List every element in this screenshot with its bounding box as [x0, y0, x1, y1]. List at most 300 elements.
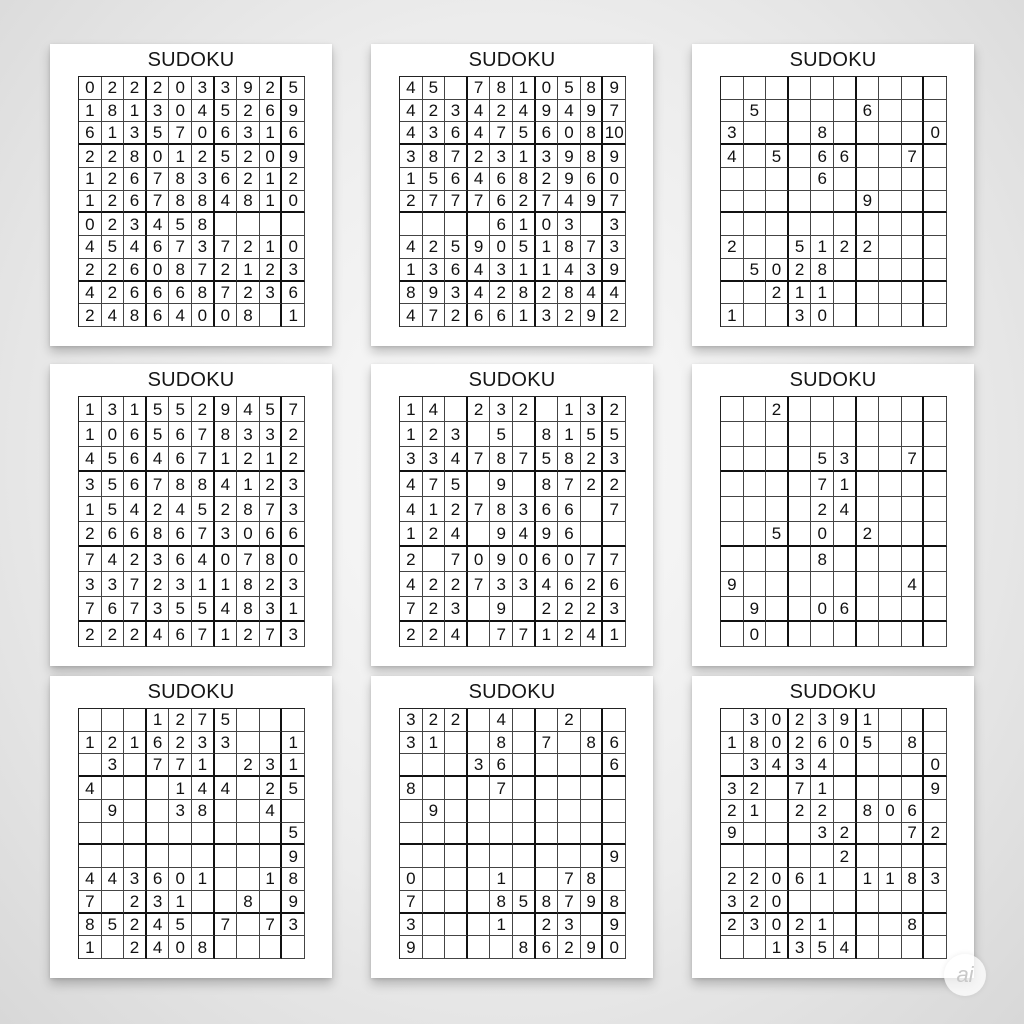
- grid-cell[interactable]: [879, 447, 902, 472]
- grid-cell[interactable]: 1: [513, 145, 536, 168]
- grid-cell[interactable]: [857, 122, 880, 145]
- grid-cell[interactable]: [744, 447, 767, 472]
- grid-cell[interactable]: 3: [744, 754, 767, 777]
- grid-cell[interactable]: 8: [124, 145, 147, 168]
- grid-cell[interactable]: 1: [558, 397, 581, 422]
- grid-cell[interactable]: 8: [811, 122, 834, 145]
- grid-cell[interactable]: [766, 213, 789, 236]
- grid-cell[interactable]: 6: [581, 168, 604, 191]
- grid-cell[interactable]: [879, 168, 902, 191]
- grid-cell[interactable]: 8: [513, 936, 536, 959]
- grid-cell[interactable]: [237, 823, 260, 846]
- grid-cell[interactable]: 0: [468, 547, 491, 572]
- grid-cell[interactable]: 2: [79, 622, 102, 647]
- grid-cell[interactable]: [789, 522, 812, 547]
- grid-cell[interactable]: [558, 823, 581, 846]
- grid-cell[interactable]: [924, 397, 947, 422]
- grid-cell[interactable]: 2: [124, 914, 147, 937]
- grid-cell[interactable]: 8: [192, 936, 215, 959]
- grid-cell[interactable]: 2: [423, 236, 446, 259]
- grid-cell[interactable]: 0: [558, 122, 581, 145]
- grid-cell[interactable]: 3: [192, 732, 215, 755]
- grid-cell[interactable]: 2: [445, 572, 468, 597]
- grid-cell[interactable]: 6: [260, 522, 283, 547]
- grid-cell[interactable]: 8: [237, 304, 260, 327]
- grid-cell[interactable]: 9: [490, 547, 513, 572]
- grid-cell[interactable]: [834, 282, 857, 305]
- grid-cell[interactable]: [468, 472, 491, 497]
- grid-cell[interactable]: [400, 800, 423, 823]
- grid-cell[interactable]: [721, 936, 744, 959]
- grid-cell[interactable]: [766, 497, 789, 522]
- grid-cell[interactable]: [857, 547, 880, 572]
- grid-cell[interactable]: 1: [536, 622, 559, 647]
- grid-cell[interactable]: 6: [147, 304, 170, 327]
- grid-cell[interactable]: 7: [400, 891, 423, 914]
- grid-cell[interactable]: [581, 213, 604, 236]
- grid-cell[interactable]: [834, 191, 857, 214]
- grid-cell[interactable]: [468, 622, 491, 647]
- grid-cell[interactable]: 7: [423, 472, 446, 497]
- grid-cell[interactable]: [811, 422, 834, 447]
- grid-cell[interactable]: 4: [490, 709, 513, 732]
- grid-cell[interactable]: 9: [603, 145, 626, 168]
- grid-cell[interactable]: 7: [581, 236, 604, 259]
- grid-cell[interactable]: [766, 77, 789, 100]
- grid-cell[interactable]: 6: [124, 472, 147, 497]
- grid-cell[interactable]: [902, 777, 925, 800]
- grid-cell[interactable]: 7: [169, 754, 192, 777]
- grid-cell[interactable]: 9: [603, 845, 626, 868]
- grid-cell[interactable]: 4: [124, 236, 147, 259]
- grid-cell[interactable]: 6: [603, 572, 626, 597]
- grid-cell[interactable]: 1: [513, 77, 536, 100]
- grid-cell[interactable]: [857, 823, 880, 846]
- grid-cell[interactable]: 3: [513, 572, 536, 597]
- grid-cell[interactable]: [924, 914, 947, 937]
- grid-cell[interactable]: 1: [124, 732, 147, 755]
- grid-cell[interactable]: 6: [169, 282, 192, 305]
- grid-cell[interactable]: 3: [215, 732, 238, 755]
- grid-cell[interactable]: 7: [124, 597, 147, 622]
- grid-cell[interactable]: 4: [902, 572, 925, 597]
- grid-cell[interactable]: [513, 709, 536, 732]
- grid-cell[interactable]: 3: [400, 709, 423, 732]
- grid-cell[interactable]: 5: [192, 597, 215, 622]
- grid-cell[interactable]: 4: [603, 282, 626, 305]
- grid-cell[interactable]: [423, 868, 446, 891]
- grid-cell[interactable]: 1: [79, 936, 102, 959]
- grid-cell[interactable]: 1: [558, 422, 581, 447]
- grid-cell[interactable]: 8: [902, 914, 925, 937]
- grid-cell[interactable]: [879, 597, 902, 622]
- grid-cell[interactable]: 9: [102, 800, 125, 823]
- grid-cell[interactable]: [581, 497, 604, 522]
- grid-cell[interactable]: 0: [102, 422, 125, 447]
- grid-cell[interactable]: 10: [603, 122, 626, 145]
- grid-cell[interactable]: 1: [79, 100, 102, 123]
- grid-cell[interactable]: [924, 77, 947, 100]
- grid-cell[interactable]: [603, 823, 626, 846]
- grid-cell[interactable]: 5: [744, 259, 767, 282]
- grid-cell[interactable]: 5: [215, 709, 238, 732]
- grid-cell[interactable]: 3: [445, 282, 468, 305]
- grid-cell[interactable]: 2: [102, 622, 125, 647]
- grid-cell[interactable]: 3: [215, 77, 238, 100]
- grid-cell[interactable]: [879, 100, 902, 123]
- grid-cell[interactable]: 2: [558, 709, 581, 732]
- grid-cell[interactable]: [124, 754, 147, 777]
- grid-cell[interactable]: 2: [603, 472, 626, 497]
- grid-cell[interactable]: [400, 213, 423, 236]
- grid-cell[interactable]: [79, 800, 102, 823]
- grid-cell[interactable]: 9: [721, 572, 744, 597]
- grid-cell[interactable]: 2: [124, 622, 147, 647]
- grid-cell[interactable]: 3: [124, 122, 147, 145]
- grid-cell[interactable]: [766, 447, 789, 472]
- grid-cell[interactable]: 6: [169, 547, 192, 572]
- grid-cell[interactable]: 0: [744, 622, 767, 647]
- grid-cell[interactable]: [468, 777, 491, 800]
- grid-cell[interactable]: 5: [423, 77, 446, 100]
- grid-cell[interactable]: 3: [789, 936, 812, 959]
- grid-cell[interactable]: 5: [490, 422, 513, 447]
- grid-cell[interactable]: 2: [603, 304, 626, 327]
- grid-cell[interactable]: 2: [603, 397, 626, 422]
- grid-cell[interactable]: [924, 800, 947, 823]
- grid-cell[interactable]: [879, 754, 902, 777]
- grid-cell[interactable]: [79, 845, 102, 868]
- grid-cell[interactable]: [766, 122, 789, 145]
- grid-cell[interactable]: [260, 304, 283, 327]
- grid-cell[interactable]: [766, 168, 789, 191]
- grid-cell[interactable]: [766, 100, 789, 123]
- grid-cell[interactable]: 2: [581, 572, 604, 597]
- grid-cell[interactable]: 3: [558, 213, 581, 236]
- grid-cell[interactable]: 7: [147, 168, 170, 191]
- grid-cell[interactable]: [902, 422, 925, 447]
- grid-cell[interactable]: 2: [423, 572, 446, 597]
- grid-cell[interactable]: 1: [513, 259, 536, 282]
- grid-cell[interactable]: 0: [766, 868, 789, 891]
- grid-cell[interactable]: 2: [581, 447, 604, 472]
- grid-cell[interactable]: [581, 914, 604, 937]
- grid-cell[interactable]: 2: [102, 213, 125, 236]
- grid-cell[interactable]: 5: [558, 77, 581, 100]
- grid-cell[interactable]: [445, 397, 468, 422]
- grid-cell[interactable]: 8: [811, 547, 834, 572]
- grid-cell[interactable]: [260, 845, 283, 868]
- grid-cell[interactable]: 0: [558, 547, 581, 572]
- grid-cell[interactable]: [581, 522, 604, 547]
- grid-cell[interactable]: [282, 800, 305, 823]
- grid-cell[interactable]: [603, 800, 626, 823]
- grid-cell[interactable]: 4: [192, 547, 215, 572]
- grid-cell[interactable]: 3: [79, 472, 102, 497]
- grid-cell[interactable]: 2: [423, 522, 446, 547]
- grid-cell[interactable]: [879, 77, 902, 100]
- grid-cell[interactable]: [513, 914, 536, 937]
- grid-cell[interactable]: 2: [282, 422, 305, 447]
- grid-cell[interactable]: 7: [468, 572, 491, 597]
- grid-cell[interactable]: [237, 936, 260, 959]
- grid-cell[interactable]: [445, 754, 468, 777]
- grid-cell[interactable]: 1: [400, 422, 423, 447]
- grid-cell[interactable]: 4: [468, 282, 491, 305]
- grid-cell[interactable]: [902, 522, 925, 547]
- grid-cell[interactable]: [468, 868, 491, 891]
- grid-cell[interactable]: 3: [192, 77, 215, 100]
- grid-cell[interactable]: 7: [147, 472, 170, 497]
- grid-cell[interactable]: 9: [924, 777, 947, 800]
- grid-cell[interactable]: [237, 914, 260, 937]
- grid-cell[interactable]: 0: [260, 145, 283, 168]
- grid-cell[interactable]: [789, 497, 812, 522]
- grid-cell[interactable]: [789, 472, 812, 497]
- grid-cell[interactable]: [744, 823, 767, 846]
- grid-cell[interactable]: 2: [536, 282, 559, 305]
- grid-cell[interactable]: [423, 845, 446, 868]
- grid-cell[interactable]: 1: [124, 397, 147, 422]
- grid-cell[interactable]: 0: [766, 259, 789, 282]
- grid-cell[interactable]: 4: [468, 122, 491, 145]
- grid-cell[interactable]: [192, 845, 215, 868]
- grid-cell[interactable]: 9: [536, 522, 559, 547]
- grid-cell[interactable]: 4: [215, 777, 238, 800]
- grid-cell[interactable]: 0: [766, 732, 789, 755]
- grid-cell[interactable]: 8: [400, 777, 423, 800]
- grid-cell[interactable]: 8: [215, 422, 238, 447]
- grid-cell[interactable]: 4: [147, 622, 170, 647]
- grid-cell[interactable]: [468, 422, 491, 447]
- grid-cell[interactable]: [721, 447, 744, 472]
- grid-cell[interactable]: [445, 914, 468, 937]
- grid-cell[interactable]: 8: [192, 213, 215, 236]
- grid-cell[interactable]: 2: [192, 145, 215, 168]
- grid-cell[interactable]: [581, 823, 604, 846]
- grid-cell[interactable]: [834, 213, 857, 236]
- grid-cell[interactable]: 8: [237, 191, 260, 214]
- grid-cell[interactable]: 3: [79, 572, 102, 597]
- grid-cell[interactable]: [400, 754, 423, 777]
- grid-cell[interactable]: [834, 868, 857, 891]
- grid-cell[interactable]: 8: [558, 447, 581, 472]
- grid-cell[interactable]: 2: [834, 845, 857, 868]
- grid-cell[interactable]: 2: [102, 259, 125, 282]
- grid-cell[interactable]: 4: [237, 397, 260, 422]
- grid-cell[interactable]: [536, 845, 559, 868]
- grid-cell[interactable]: 8: [902, 732, 925, 755]
- grid-cell[interactable]: 6: [811, 732, 834, 755]
- grid-cell[interactable]: 7: [192, 422, 215, 447]
- grid-cell[interactable]: 2: [102, 732, 125, 755]
- grid-cell[interactable]: [789, 422, 812, 447]
- grid-cell[interactable]: 1: [744, 800, 767, 823]
- grid-cell[interactable]: 6: [102, 597, 125, 622]
- grid-cell[interactable]: 6: [124, 168, 147, 191]
- grid-cell[interactable]: 3: [721, 777, 744, 800]
- grid-cell[interactable]: [423, 823, 446, 846]
- grid-cell[interactable]: 7: [260, 497, 283, 522]
- grid-cell[interactable]: [924, 213, 947, 236]
- grid-cell[interactable]: [721, 397, 744, 422]
- grid-cell[interactable]: 5: [513, 891, 536, 914]
- grid-cell[interactable]: [558, 845, 581, 868]
- grid-cell[interactable]: 2: [490, 100, 513, 123]
- grid-cell[interactable]: [124, 777, 147, 800]
- grid-cell[interactable]: 2: [237, 100, 260, 123]
- grid-cell[interactable]: [721, 422, 744, 447]
- grid-cell[interactable]: 8: [490, 77, 513, 100]
- grid-cell[interactable]: 6: [445, 259, 468, 282]
- grid-cell[interactable]: [468, 914, 491, 937]
- grid-cell[interactable]: [879, 145, 902, 168]
- grid-cell[interactable]: [215, 213, 238, 236]
- grid-cell[interactable]: [902, 191, 925, 214]
- grid-cell[interactable]: 8: [490, 891, 513, 914]
- grid-cell[interactable]: 7: [603, 547, 626, 572]
- grid-cell[interactable]: 1: [536, 259, 559, 282]
- grid-cell[interactable]: 3: [603, 213, 626, 236]
- grid-cell[interactable]: 6: [490, 754, 513, 777]
- grid-cell[interactable]: [445, 868, 468, 891]
- grid-cell[interactable]: 6: [445, 168, 468, 191]
- grid-cell[interactable]: 3: [789, 304, 812, 327]
- grid-cell[interactable]: 8: [857, 800, 880, 823]
- grid-cell[interactable]: 3: [147, 891, 170, 914]
- grid-cell[interactable]: 6: [147, 282, 170, 305]
- grid-cell[interactable]: [102, 936, 125, 959]
- grid-cell[interactable]: [744, 168, 767, 191]
- grid-cell[interactable]: 8: [490, 497, 513, 522]
- grid-cell[interactable]: [902, 497, 925, 522]
- grid-cell[interactable]: 0: [282, 547, 305, 572]
- grid-cell[interactable]: 3: [124, 213, 147, 236]
- grid-cell[interactable]: [721, 597, 744, 622]
- grid-cell[interactable]: [513, 732, 536, 755]
- grid-cell[interactable]: 5: [192, 497, 215, 522]
- grid-cell[interactable]: [766, 304, 789, 327]
- grid-cell[interactable]: 2: [400, 547, 423, 572]
- grid-cell[interactable]: [603, 777, 626, 800]
- grid-cell[interactable]: [879, 777, 902, 800]
- grid-cell[interactable]: 4: [445, 622, 468, 647]
- grid-cell[interactable]: 8: [558, 282, 581, 305]
- grid-cell[interactable]: [468, 891, 491, 914]
- grid-cell[interactable]: 2: [558, 304, 581, 327]
- grid-cell[interactable]: [879, 936, 902, 959]
- grid-cell[interactable]: 1: [400, 168, 423, 191]
- grid-cell[interactable]: 9: [237, 77, 260, 100]
- grid-cell[interactable]: 7: [513, 447, 536, 472]
- grid-cell[interactable]: [468, 213, 491, 236]
- grid-cell[interactable]: 5: [147, 422, 170, 447]
- grid-cell[interactable]: 9: [834, 709, 857, 732]
- grid-cell[interactable]: [902, 282, 925, 305]
- grid-cell[interactable]: 1: [789, 282, 812, 305]
- grid-cell[interactable]: [445, 845, 468, 868]
- grid-cell[interactable]: [721, 259, 744, 282]
- grid-cell[interactable]: [744, 522, 767, 547]
- grid-cell[interactable]: [766, 823, 789, 846]
- grid-cell[interactable]: [879, 823, 902, 846]
- grid-cell[interactable]: 3: [744, 914, 767, 937]
- grid-cell[interactable]: 8: [124, 304, 147, 327]
- grid-cell[interactable]: 9: [282, 100, 305, 123]
- grid-cell[interactable]: 1: [766, 936, 789, 959]
- grid-cell[interactable]: 9: [603, 259, 626, 282]
- grid-cell[interactable]: 0: [766, 914, 789, 937]
- grid-cell[interactable]: 7: [581, 547, 604, 572]
- grid-cell[interactable]: 8: [811, 259, 834, 282]
- grid-cell[interactable]: 3: [490, 145, 513, 168]
- grid-cell[interactable]: 2: [513, 191, 536, 214]
- grid-cell[interactable]: [102, 709, 125, 732]
- grid-cell[interactable]: 5: [445, 236, 468, 259]
- grid-cell[interactable]: [721, 754, 744, 777]
- grid-cell[interactable]: 5: [169, 597, 192, 622]
- grid-cell[interactable]: [879, 709, 902, 732]
- grid-cell[interactable]: 7: [147, 754, 170, 777]
- grid-cell[interactable]: [924, 191, 947, 214]
- grid-cell[interactable]: [857, 472, 880, 497]
- grid-cell[interactable]: 3: [169, 800, 192, 823]
- grid-cell[interactable]: 7: [468, 191, 491, 214]
- grid-cell[interactable]: 1: [811, 777, 834, 800]
- grid-cell[interactable]: [857, 77, 880, 100]
- grid-cell[interactable]: [857, 168, 880, 191]
- grid-cell[interactable]: [902, 77, 925, 100]
- grid-cell[interactable]: [513, 777, 536, 800]
- grid-cell[interactable]: 8: [192, 472, 215, 497]
- grid-cell[interactable]: 7: [603, 497, 626, 522]
- grid-cell[interactable]: [237, 732, 260, 755]
- grid-cell[interactable]: 2: [857, 236, 880, 259]
- grid-cell[interactable]: 1: [721, 732, 744, 755]
- grid-cell[interactable]: 7: [169, 122, 192, 145]
- grid-cell[interactable]: [260, 936, 283, 959]
- grid-cell[interactable]: 2: [260, 259, 283, 282]
- grid-cell[interactable]: 9: [490, 597, 513, 622]
- grid-cell[interactable]: 8: [536, 472, 559, 497]
- grid-cell[interactable]: [237, 709, 260, 732]
- grid-cell[interactable]: 2: [536, 914, 559, 937]
- grid-cell[interactable]: 3: [147, 100, 170, 123]
- grid-cell[interactable]: [215, 868, 238, 891]
- grid-cell[interactable]: [721, 100, 744, 123]
- grid-cell[interactable]: [423, 777, 446, 800]
- grid-cell[interactable]: [857, 304, 880, 327]
- grid-cell[interactable]: 7: [536, 732, 559, 755]
- grid-cell[interactable]: 3: [260, 597, 283, 622]
- grid-cell[interactable]: [766, 572, 789, 597]
- grid-cell[interactable]: 6: [124, 522, 147, 547]
- grid-cell[interactable]: 2: [423, 709, 446, 732]
- grid-cell[interactable]: 3: [282, 259, 305, 282]
- grid-cell[interactable]: [902, 547, 925, 572]
- grid-cell[interactable]: 2: [282, 447, 305, 472]
- grid-cell[interactable]: [558, 754, 581, 777]
- grid-cell[interactable]: [789, 572, 812, 597]
- grid-cell[interactable]: 2: [260, 77, 283, 100]
- grid-cell[interactable]: [282, 936, 305, 959]
- grid-cell[interactable]: [215, 936, 238, 959]
- grid-cell[interactable]: [147, 777, 170, 800]
- grid-cell[interactable]: [924, 447, 947, 472]
- grid-cell[interactable]: [513, 472, 536, 497]
- grid-cell[interactable]: 3: [423, 447, 446, 472]
- grid-cell[interactable]: [581, 777, 604, 800]
